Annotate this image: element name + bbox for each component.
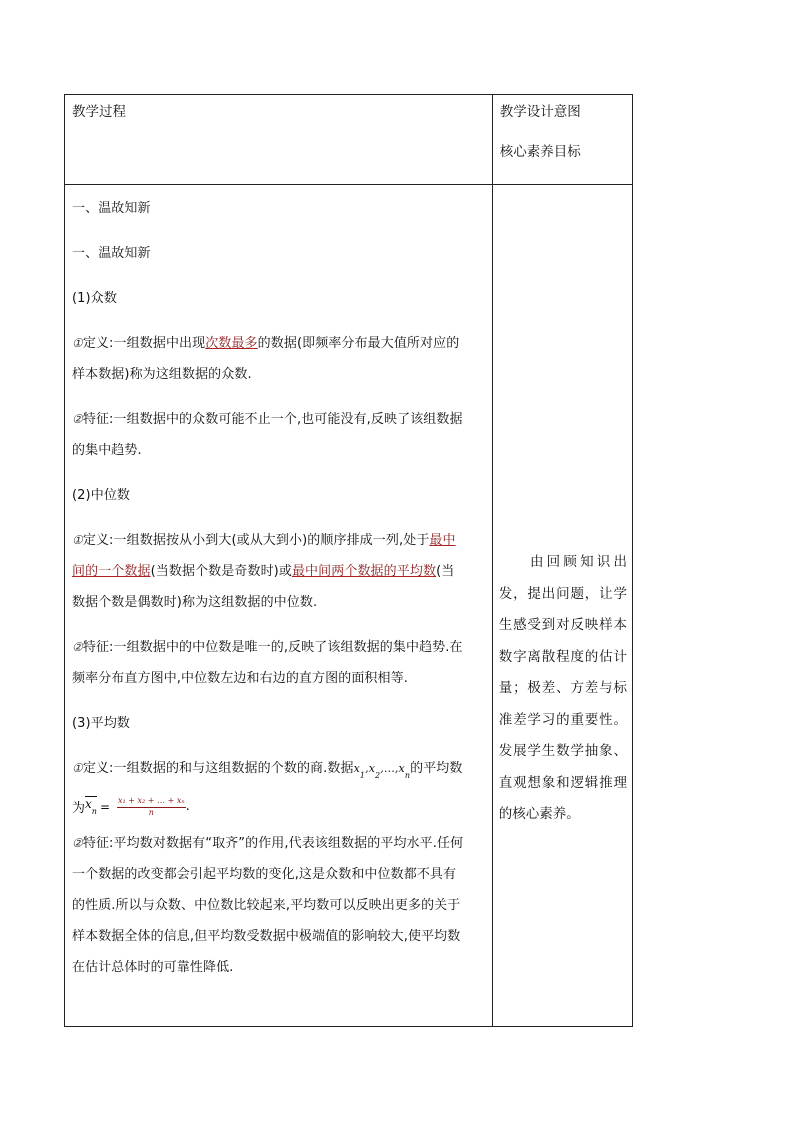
text-run: . bbox=[185, 799, 190, 814]
lesson-plan-table bbox=[64, 94, 633, 1027]
equals-sign: = bbox=[99, 799, 111, 814]
subscript: 1 bbox=[359, 771, 366, 780]
item-number: ① bbox=[72, 336, 83, 350]
mean-symbol bbox=[85, 797, 97, 816]
subscript: n bbox=[404, 771, 411, 780]
table-header-row bbox=[65, 95, 633, 185]
mode-heading: (1)众数 bbox=[72, 291, 117, 306]
header-cell-process bbox=[65, 95, 493, 185]
mean-feature-cont: 样本数据全体的信息,但平均数受数据中极端值的影响较大,使平均数 bbox=[72, 929, 461, 944]
ellipsis: ,…, bbox=[380, 762, 399, 775]
item-number: ② bbox=[72, 640, 83, 654]
median-definition-end: 数据个数是偶数时)称为这组数据的中位数. bbox=[72, 595, 318, 610]
mean-symbol-letter: x bbox=[85, 797, 92, 811]
mean-heading: (3)平均数 bbox=[72, 716, 131, 731]
subscript: 2 bbox=[375, 771, 381, 780]
text-run: 定义:一组数据的和与这组数据的个数的商.数据 bbox=[82, 761, 354, 776]
mean-feature-cont: 一个数据的改变都会引起平均数的变化,这是众数和中位数都不具有 bbox=[72, 867, 457, 882]
mean-feature-cont: 的性质.所以与众数、中位数比较起来,平均数可以反映出更多的关于 bbox=[72, 898, 461, 913]
mode-feature-cont: 的集中趋势. bbox=[72, 443, 142, 458]
mode-feature bbox=[72, 404, 486, 435]
subscript: n bbox=[91, 807, 97, 816]
mode-definition-cont: 样本数据)称为这组数据的众数. bbox=[72, 367, 252, 382]
section-title-repeat: 一、温故知新 bbox=[72, 246, 151, 261]
median-feature bbox=[72, 632, 486, 663]
mean-formula bbox=[72, 791, 486, 822]
underlined-term: 最中间两个数据的平均数 bbox=[291, 564, 437, 579]
mean-feature-end: 在估计总体时的可靠性降低. bbox=[72, 960, 234, 975]
mean-definition bbox=[72, 753, 486, 791]
text-run: 特征:平均数对数据有“取齐”的作用,代表该组数据的平均水平.任何 bbox=[82, 836, 464, 851]
header-core-literacy: 核心素养目标 bbox=[499, 144, 581, 160]
text-run: (当数据个数是奇数时)或 bbox=[150, 564, 292, 579]
fraction-numerator: x₁ + x₂ + … + xₙ bbox=[117, 796, 186, 808]
text-run: 为 bbox=[72, 801, 86, 816]
median-definition bbox=[72, 525, 486, 556]
underlined-term: 间的一个数据 bbox=[72, 564, 151, 579]
variable-x: x bbox=[368, 762, 376, 775]
design-intent-text bbox=[499, 547, 627, 831]
design-intent-cell bbox=[492, 185, 632, 1027]
variable-x: x bbox=[398, 762, 405, 775]
item-number: ① bbox=[72, 533, 83, 547]
underlined-term: 最中 bbox=[429, 533, 456, 548]
design-intent-body: 由回顾知识出发，提出问题，让学生感受到对反映样本数字离散程度的估计量；极差、方差与标准差学习的重要性。发展学生数学抽象、直观想象和逻辑推理的核心素养。 bbox=[498, 554, 627, 822]
item-number: ① bbox=[72, 761, 83, 775]
process-content-cell bbox=[65, 185, 493, 1027]
median-feature-cont: 频率分布直方图中,中位数左边和右边的直方图的面积相等. bbox=[72, 671, 408, 686]
text-run: 的平均数 bbox=[410, 761, 463, 776]
table-body-row bbox=[65, 185, 633, 1027]
item-number: ② bbox=[72, 412, 83, 426]
separator: , bbox=[365, 762, 369, 775]
overline bbox=[85, 796, 97, 797]
mode-definition bbox=[72, 328, 486, 359]
underlined-term: 次数最多 bbox=[205, 336, 258, 351]
text-run: 特征:一组数据中的中位数是唯一的,反映了该组数据的集中趋势.在 bbox=[82, 640, 463, 655]
median-heading: (2)中位数 bbox=[72, 488, 131, 503]
variable-x: x bbox=[353, 762, 360, 775]
text-run: 定义:一组数据中出现 bbox=[82, 336, 206, 351]
header-cell-intent bbox=[492, 95, 632, 185]
item-number: ② bbox=[72, 836, 83, 850]
mean-fraction bbox=[117, 796, 186, 818]
header-teaching-process: 教学过程 bbox=[72, 104, 126, 120]
text-run: 的数据(即频率分布最大值所对应的 bbox=[257, 336, 460, 351]
text-run: (当 bbox=[436, 564, 455, 579]
median-definition-cont bbox=[72, 556, 486, 587]
mean-feature bbox=[72, 828, 486, 859]
header-design-intent: 教学设计意图 bbox=[499, 104, 581, 120]
section-title: 一、温故知新 bbox=[72, 201, 151, 216]
text-run: 定义:一组数据按从小到大(或从大到小)的顺序排成一列,处于 bbox=[82, 533, 430, 548]
fraction-denominator: n bbox=[148, 807, 154, 817]
text-run: 特征:一组数据中的众数可能不止一个,也可能没有,反映了该组数据 bbox=[82, 412, 463, 427]
